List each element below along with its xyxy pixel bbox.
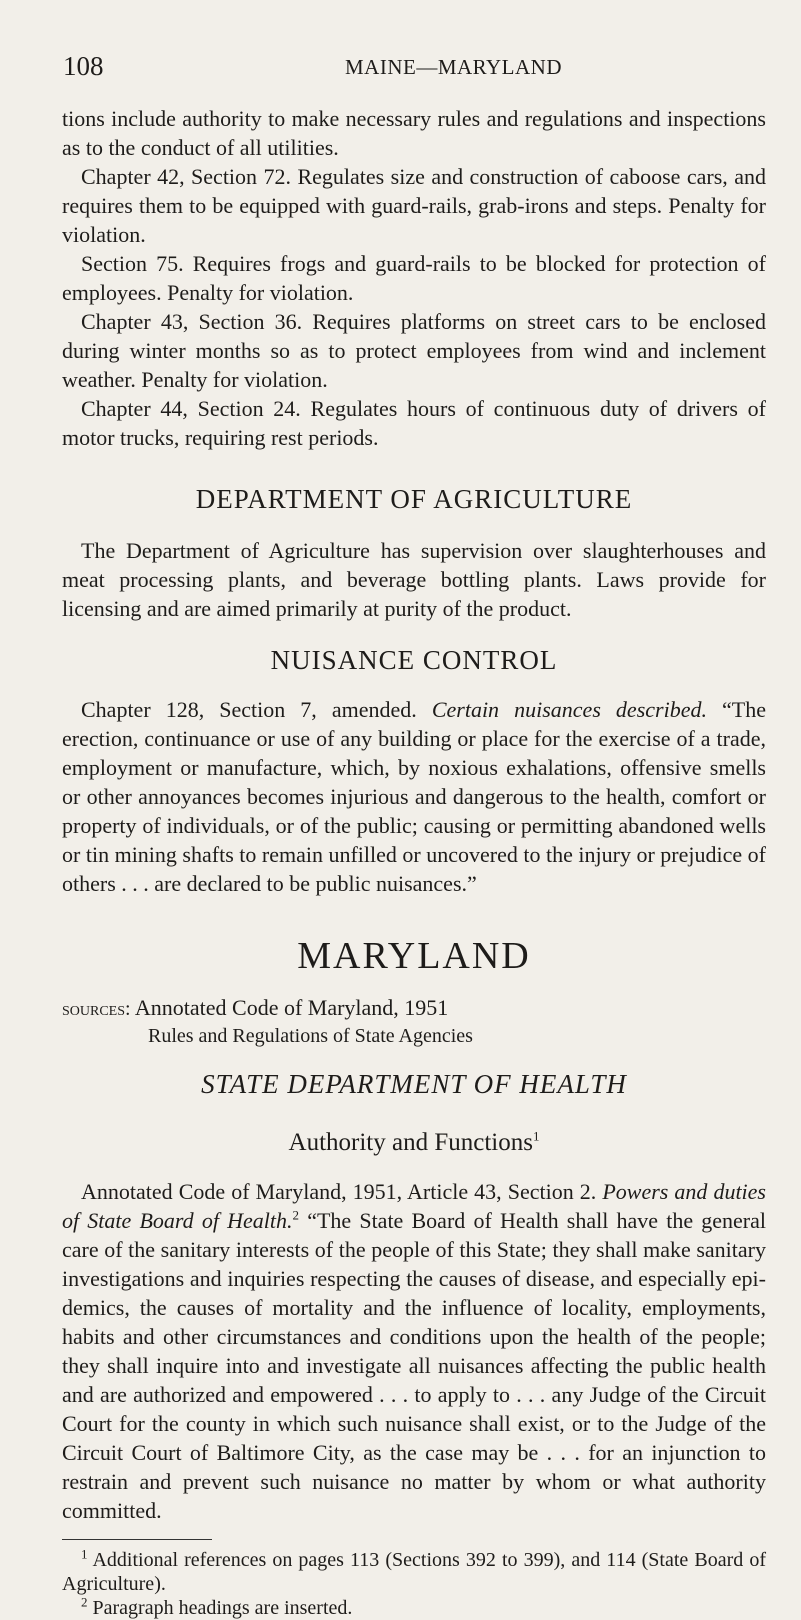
agriculture-heading: DEPARTMENT OF AGRICULTURE [195,484,633,514]
powers-paragraph [62,1177,766,1525]
authority-heading [62,1127,766,1159]
nuisance-paragraph [62,695,766,898]
intro-paragraph: Chapter 42, Section 72. Regulates size and construction of caboose cars, and requires them to be equipped with guard-rails, grab-irons and steps. Penalty for violation. [62,164,766,247]
nuisance-citation: Chapter 128, Section 7, amended. [81,697,417,722]
page-body [62,104,766,1620]
footnote [62,1596,766,1620]
nuisance-heading: NUISANCE CONTROL [270,645,558,675]
page-number: 108 [63,51,104,81]
nuisance-title: Certain nuisances described. [431,697,707,722]
page-header [63,50,763,86]
footnote-ref: 1 [532,1128,540,1144]
source-item: Rules and Regulations of State Agencies [148,1025,473,1047]
powers-text: “The State Board of Health shall have the general care of the sanitary interests of the people of this State; they shall make sanitary investigations and inquiries respecting the causes of disease, and especially epi-demics, the causes of mortality and the influence of locality, employments, habits and other circumstances and conditions upon the health of the people; they shall inquire into and investigate all nuisances affecting the public health and are authorized and empowered . . . to apply to . . . any Judge of the Circuit Court for the county in which such nuisance shall exist, or to the Judge of the Circuit Court of Baltimore City, as the case may be . . . for an injunction to restrain and prevent such nuisance no matter by whom or what authority committed. [62,1208,766,1523]
authority-title: Authority and Functions [288,1129,533,1156]
running-title: MAINE—MARYLAND [345,55,562,79]
agriculture-paragraph: The Department of Agriculture has supervision over slaughterhouses and meat processing plants, and beverage bottling plants. Laws provide for licensing and are aimed primarily at purity of the product. [62,538,766,621]
nuisance-text: “The erection, continuance or use of any building or place for the exercise of a trade, employment or manufacture, which, by noxious exhalations, offensive smells or other annoyances becomes injurious and dangerous to the health, comfort or property of individuals, or of the public; causing or permitting abandoned wells or tin mining shafts to remain unfilled or uncovered to the injury or prejudice of others . . . are declared to be public nuisances.” [62,697,766,896]
powers-title: Powers and duties of State Board of Health. [62,1179,766,1233]
health-department-heading: STATE DEPARTMENT OF HEALTH [201,1069,627,1099]
source-item: Annotated Code of Maryland, 1951 [134,995,449,1020]
footnote-text: Paragraph headings are inserted. [92,1597,353,1619]
intro-paragraph: Chapter 44, Section 24. Regulates hours of continuous duty of drivers of motor trucks, requiring rest periods. [62,396,766,450]
powers-citation: Annotated Code of Maryland, 1951, Article 43, Section 2. [81,1179,597,1204]
maryland-heading: MARYLAND [297,935,531,977]
footnote [62,1548,766,1596]
footnote-text: Additional references on pages 113 (Sections 392 to 399), and 114 (State Board of Agriculture). [62,1549,766,1595]
intro-paragraph: Section 75. Requires frogs and guard-rails to be blocked for protection of employees. Penalty for violation. [62,251,766,305]
footnote-ref: 2 [292,1207,299,1223]
footnote-divider [62,1539,212,1540]
footnote-mark: 1 [81,1546,88,1562]
intro-paragraph: Chapter 43, Section 36. Requires platforms on street cars to be enclosed during winter months so as to protect employees from wind and inclement weather. Penalty for violation. [62,309,766,392]
intro-paragraph: tions include authority to make necessary rules and regulations and inspections as to the conduct of all utilities. [62,106,766,160]
footnote-mark: 2 [81,1594,88,1610]
sources-label: sources: [62,998,131,1020]
sources-block [62,994,766,1023]
